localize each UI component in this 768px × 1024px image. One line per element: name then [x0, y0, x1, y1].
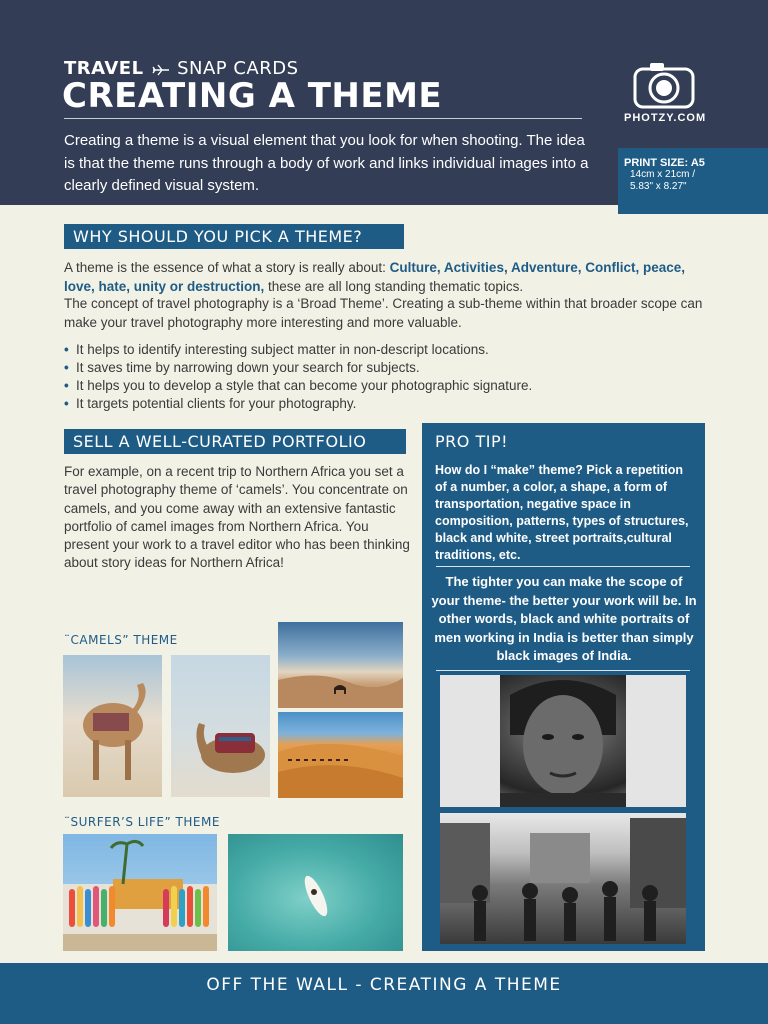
list-item [64, 377, 704, 395]
camera-icon [632, 60, 696, 110]
series-prefix: TRAVEL [64, 58, 144, 79]
surfers-theme-label: ¨SURFER’S LIFE” THEME [64, 815, 220, 829]
bullet-icon: • [64, 396, 69, 411]
surfboards-photo [63, 834, 217, 951]
list-item-text: It saves time by narrowing down your search for subjects. [76, 360, 420, 375]
sell-paragraph: For example, on a recent trip to Northern Africa you set a travel photography theme of ‘camels’. You concentrate on camels, and you come away with an extensive fantastic portfolio of camel images from Northern Africa. You present your work to a travel editor who has been thinking about story ideas for Northern Africa! [64, 464, 410, 571]
intro-text: Creating a theme is a visual element that you look for when shooting. The idea is that the theme runs through a body of work and links individual images into a clearly defined visual system. [64, 132, 589, 194]
why-paragraph-2: The concept of travel photography is a ‘Broad Theme’. Creating a sub-theme within that broader scope can make your travel photography more interesting and more valuable. [64, 296, 703, 330]
why-heading: WHY SHOULD YOU PICK A THEME? [64, 224, 404, 249]
sell-heading: SELL A WELL-CURATED PORTFOLIO [64, 429, 406, 454]
portrait-photo [440, 675, 686, 807]
street-photo [440, 813, 686, 944]
camel-photo-1 [63, 655, 162, 797]
series-suffix: SNAP CARDS [177, 58, 299, 79]
why-paragraph-1 [64, 259, 704, 296]
camels-theme-label: ¨CAMELS” THEME [64, 633, 178, 647]
camel-desert-photo-2 [278, 712, 403, 798]
list-item [64, 395, 704, 413]
list-item-text: It helps you to develop a style that can become your photographic signature. [76, 378, 533, 393]
pro-tip-question: How do I “make” theme? Pick a repetition of a number, a color, a shape, a form of transportation, negative space in composition, patterns, types of structures, black and white, street portraits,cultural traditions, etc. [435, 463, 689, 562]
pro-tip-title: PRO TIP! [435, 432, 508, 451]
print-size-metric: 14cm x 21cm / [630, 169, 696, 180]
list-item-text: It helps to identify interesting subject matter in non-descript locations. [76, 342, 489, 357]
why-p1-after: these are all long standing thematic topics. [264, 278, 524, 294]
print-size-imperial: 5.83" x 8.27" [630, 181, 687, 192]
why-p1-before: A theme is the essence of what a story is really about: [64, 260, 390, 275]
camel-photo-2 [171, 655, 270, 797]
benefits-list [64, 341, 704, 413]
print-size-label: PRINT SIZE: A5 [624, 157, 705, 169]
page-title: CREATING A THEME [62, 76, 443, 116]
camel-desert-photo-1 [278, 622, 403, 708]
why-p1-highlight: Culture, Activities, Adventure, Conflict, peace, love, hate, unity or destruction, [64, 260, 685, 294]
title-divider [64, 118, 582, 119]
footer-text: OFF THE WALL - CREATING A THEME [206, 975, 562, 995]
list-item-text: It targets potential clients for your photography. [76, 396, 357, 411]
footer-banner [0, 963, 768, 1024]
list-item [64, 359, 704, 377]
bullet-icon: • [64, 378, 69, 393]
paddleboard-photo [228, 834, 403, 951]
print-size-box [618, 148, 768, 214]
logo-text: PHOTZY.COM [624, 112, 707, 124]
pro-tip-divider [436, 566, 690, 567]
pro-tip-divider [436, 670, 690, 671]
bullet-icon: • [64, 360, 69, 375]
pro-tip-advice: The tighter you can make the scope of your theme- the better your work will be. In other words, black and white portraits of men working in India is better than simply black images of India. [431, 574, 697, 663]
bullet-icon: • [64, 342, 69, 357]
list-item [64, 341, 704, 359]
photzy-logo [624, 60, 707, 124]
